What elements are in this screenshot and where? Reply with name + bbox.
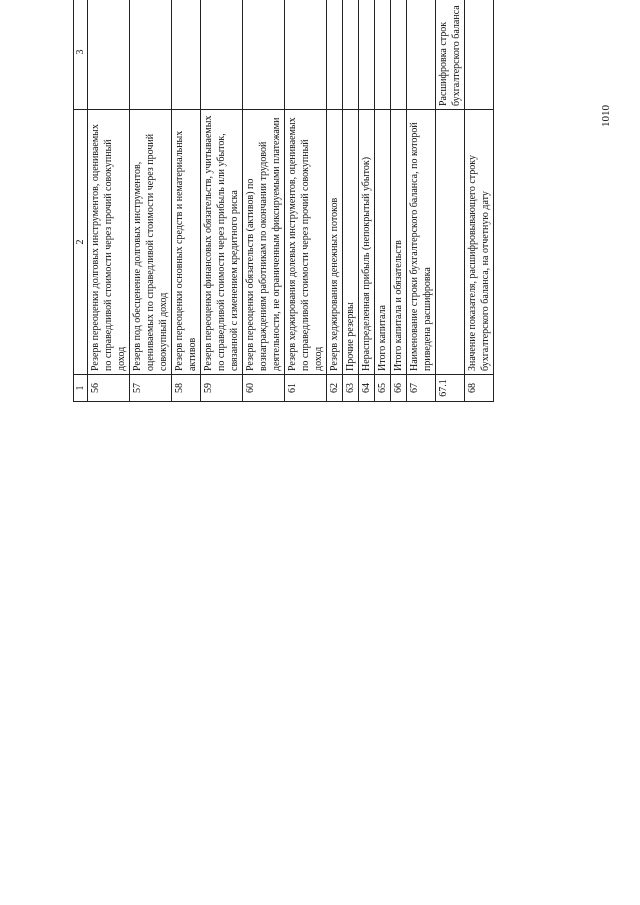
row-number-cell: 57 [130, 375, 172, 402]
row-description-cell [201, 0, 243, 110]
row-number-cell: 65 [375, 375, 391, 402]
row-name-cell: Нераспределенная прибыль (непокрытый убыток) [359, 110, 375, 375]
row-name-cell: Значение показателя, расшифровывающего строку бухгалтерского баланса, на отчетную дату [465, 110, 494, 375]
row-name-cell: Резерв переоценки финансовых обязательств, учитываемых по справедливой стоимости через прибыль или убыток, связанной с изменением кредитного риска [201, 110, 243, 375]
table-row [172, 0, 201, 402]
row-description-cell [465, 0, 494, 110]
row-number-cell: 66 [391, 375, 407, 402]
row-number-cell: 60 [243, 375, 285, 402]
row-name-cell [436, 110, 465, 375]
table-row [243, 0, 285, 402]
row-name-cell: Резерв переоценки основных средств и нематериальных активов [172, 110, 201, 375]
table-row [285, 0, 327, 402]
row-description-cell: Расшифровка строк бухгалтерского баланса [436, 0, 465, 110]
table-row [359, 0, 375, 402]
row-description-cell [327, 0, 343, 110]
row-name-cell: Итого капитала [375, 110, 391, 375]
row-name-cell: Резерв хеджирования денежных потоков [327, 110, 343, 375]
row-description-cell [285, 0, 327, 110]
page-number: 1010 [600, 105, 612, 127]
row-name-cell: Резерв переоценки обязательств (активов) по вознаграждениям работникам по окончании трудовой деятельности, не ограниченным фиксируемыми платежами [243, 110, 285, 375]
row-number-cell: 63 [343, 375, 359, 402]
row-description-cell [130, 0, 172, 110]
row-name-cell: Резерв переоценки долговых инструментов, оцениваемых по справедливой стоимости через прочий совокупный доход [88, 110, 130, 375]
row-number-cell: 56 [88, 375, 130, 402]
row-number-cell: 61 [285, 375, 327, 402]
table-row [407, 0, 436, 402]
rotated-table-container [73, 0, 573, 402]
column-header: 1 [74, 375, 88, 402]
row-number-cell: 64 [359, 375, 375, 402]
row-name-cell: Прочие резервы [343, 110, 359, 375]
row-description-cell [391, 0, 407, 110]
row-description-cell [343, 0, 359, 110]
column-header: 2 [74, 110, 88, 375]
row-description-cell [375, 0, 391, 110]
row-name-cell: Наименование строки бухгалтерского баланса, по которой приведена расшифровка [407, 110, 436, 375]
row-number-cell: 68 [465, 375, 494, 402]
table-row [130, 0, 172, 402]
row-name-cell: Резерв хеджирования долевых инструментов, оцениваемых по справедливой стоимости через прочий совокупный доход [285, 110, 327, 375]
row-description-cell [243, 0, 285, 110]
table-row [465, 0, 494, 402]
table-row [88, 0, 130, 402]
xbrl-mapping-table [73, 0, 494, 402]
row-description-cell [172, 0, 201, 110]
table-row [375, 0, 391, 402]
row-name-cell: Итого капитала и обязательств [391, 110, 407, 375]
row-number-cell: 62 [327, 375, 343, 402]
table-row [343, 0, 359, 402]
row-number-cell: 59 [201, 375, 243, 402]
table-row [327, 0, 343, 402]
row-name-cell: Резерв под обесценение долговых инструментов, оцениваемых по справедливой стоимости через прочий совокупный доход [130, 110, 172, 375]
row-description-cell [407, 0, 436, 110]
row-description-cell [359, 0, 375, 110]
table-row [391, 0, 407, 402]
row-number-cell: 67.1 [436, 375, 465, 402]
table-row [436, 0, 465, 402]
row-number-cell: 67 [407, 375, 436, 402]
table-row [201, 0, 243, 402]
table-header-row [74, 0, 88, 402]
column-header: 3 [74, 0, 88, 110]
row-description-cell [88, 0, 130, 110]
row-number-cell: 58 [172, 375, 201, 402]
